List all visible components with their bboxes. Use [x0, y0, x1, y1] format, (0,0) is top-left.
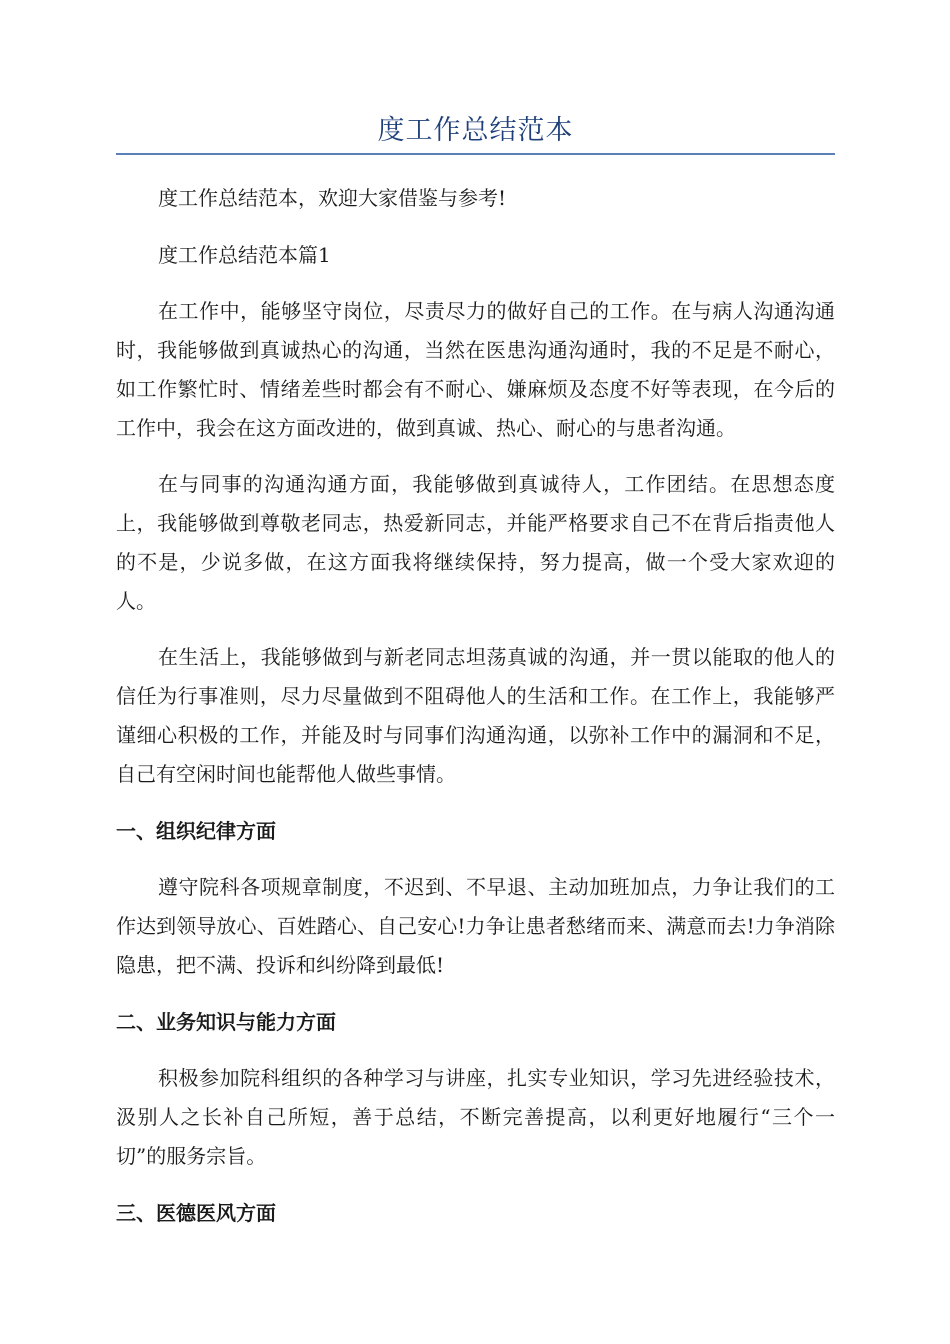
section-heading-ethics: 三、医德医风方面 — [116, 1201, 276, 1225]
section-paragraph-discipline: 遵守院科各项规章制度，不迟到、不早退、主动加班加点，力争让我们的工作达到领导放心、百姓踏心、自己安心!力争让患者愁绪而来、满意而去!力争消除隐患，把不满、投诉和纠纷降到最低! — [116, 875, 835, 977]
body-paragraph: 在与同事的沟通沟通方面，我能够做到真诚待人，工作团结。在思想态度上，我能够做到尊敬老同志，热爱新同志，并能严格要求自己不在背后指责他人的不是，少说多做，在这方面我将继续保持，努力提高，做一个受大家欢迎的人。 — [116, 472, 835, 613]
article-subtitle: 度工作总结范本篇1 — [158, 243, 331, 267]
intro-paragraph: 度工作总结范本，欢迎大家借鉴与参考! — [158, 186, 507, 210]
document-title: 度工作总结范本 — [377, 115, 574, 146]
section-heading-knowledge: 二、业务知识与能力方面 — [116, 1010, 336, 1034]
body-paragraph: 在生活上，我能够做到与新老同志坦荡真诚的沟通，并一贯以能取的他人的信任为行事准则，尽力尽量做到不阻碍他人的生活和工作。在工作上，我能够严谨细心积极的工作，并能及时与同事们沟通沟通，以弥补工作中的漏洞和不足，自己有空闲时间也能帮他人做些事情。 — [116, 645, 835, 786]
body-paragraph: 在工作中，能够坚守岗位，尽责尽力的做好自己的工作。在与病人沟通沟通时，我能够做到真诚热心的沟通，当然在医患沟通沟通时，我的不足是不耐心，如工作繁忙时、情绪差些时都会有不耐心、嫌麻烦及态度不好等表现，在今后的工作中，我会在这方面改进的，做到真诚、热心、耐心的与患者沟通。 — [116, 299, 835, 440]
section-paragraph-knowledge: 积极参加院科组织的各种学习与讲座，扎实专业知识，学习先进经验技术，汲别人之长补自己所短，善于总结，不断完善提高，以利更好地履行“三个一切”的服务宗旨。 — [116, 1066, 835, 1168]
document-page — [116, 0, 835, 1233]
title-underline — [116, 153, 835, 155]
section-heading-discipline: 一、组织纪律方面 — [116, 819, 276, 843]
